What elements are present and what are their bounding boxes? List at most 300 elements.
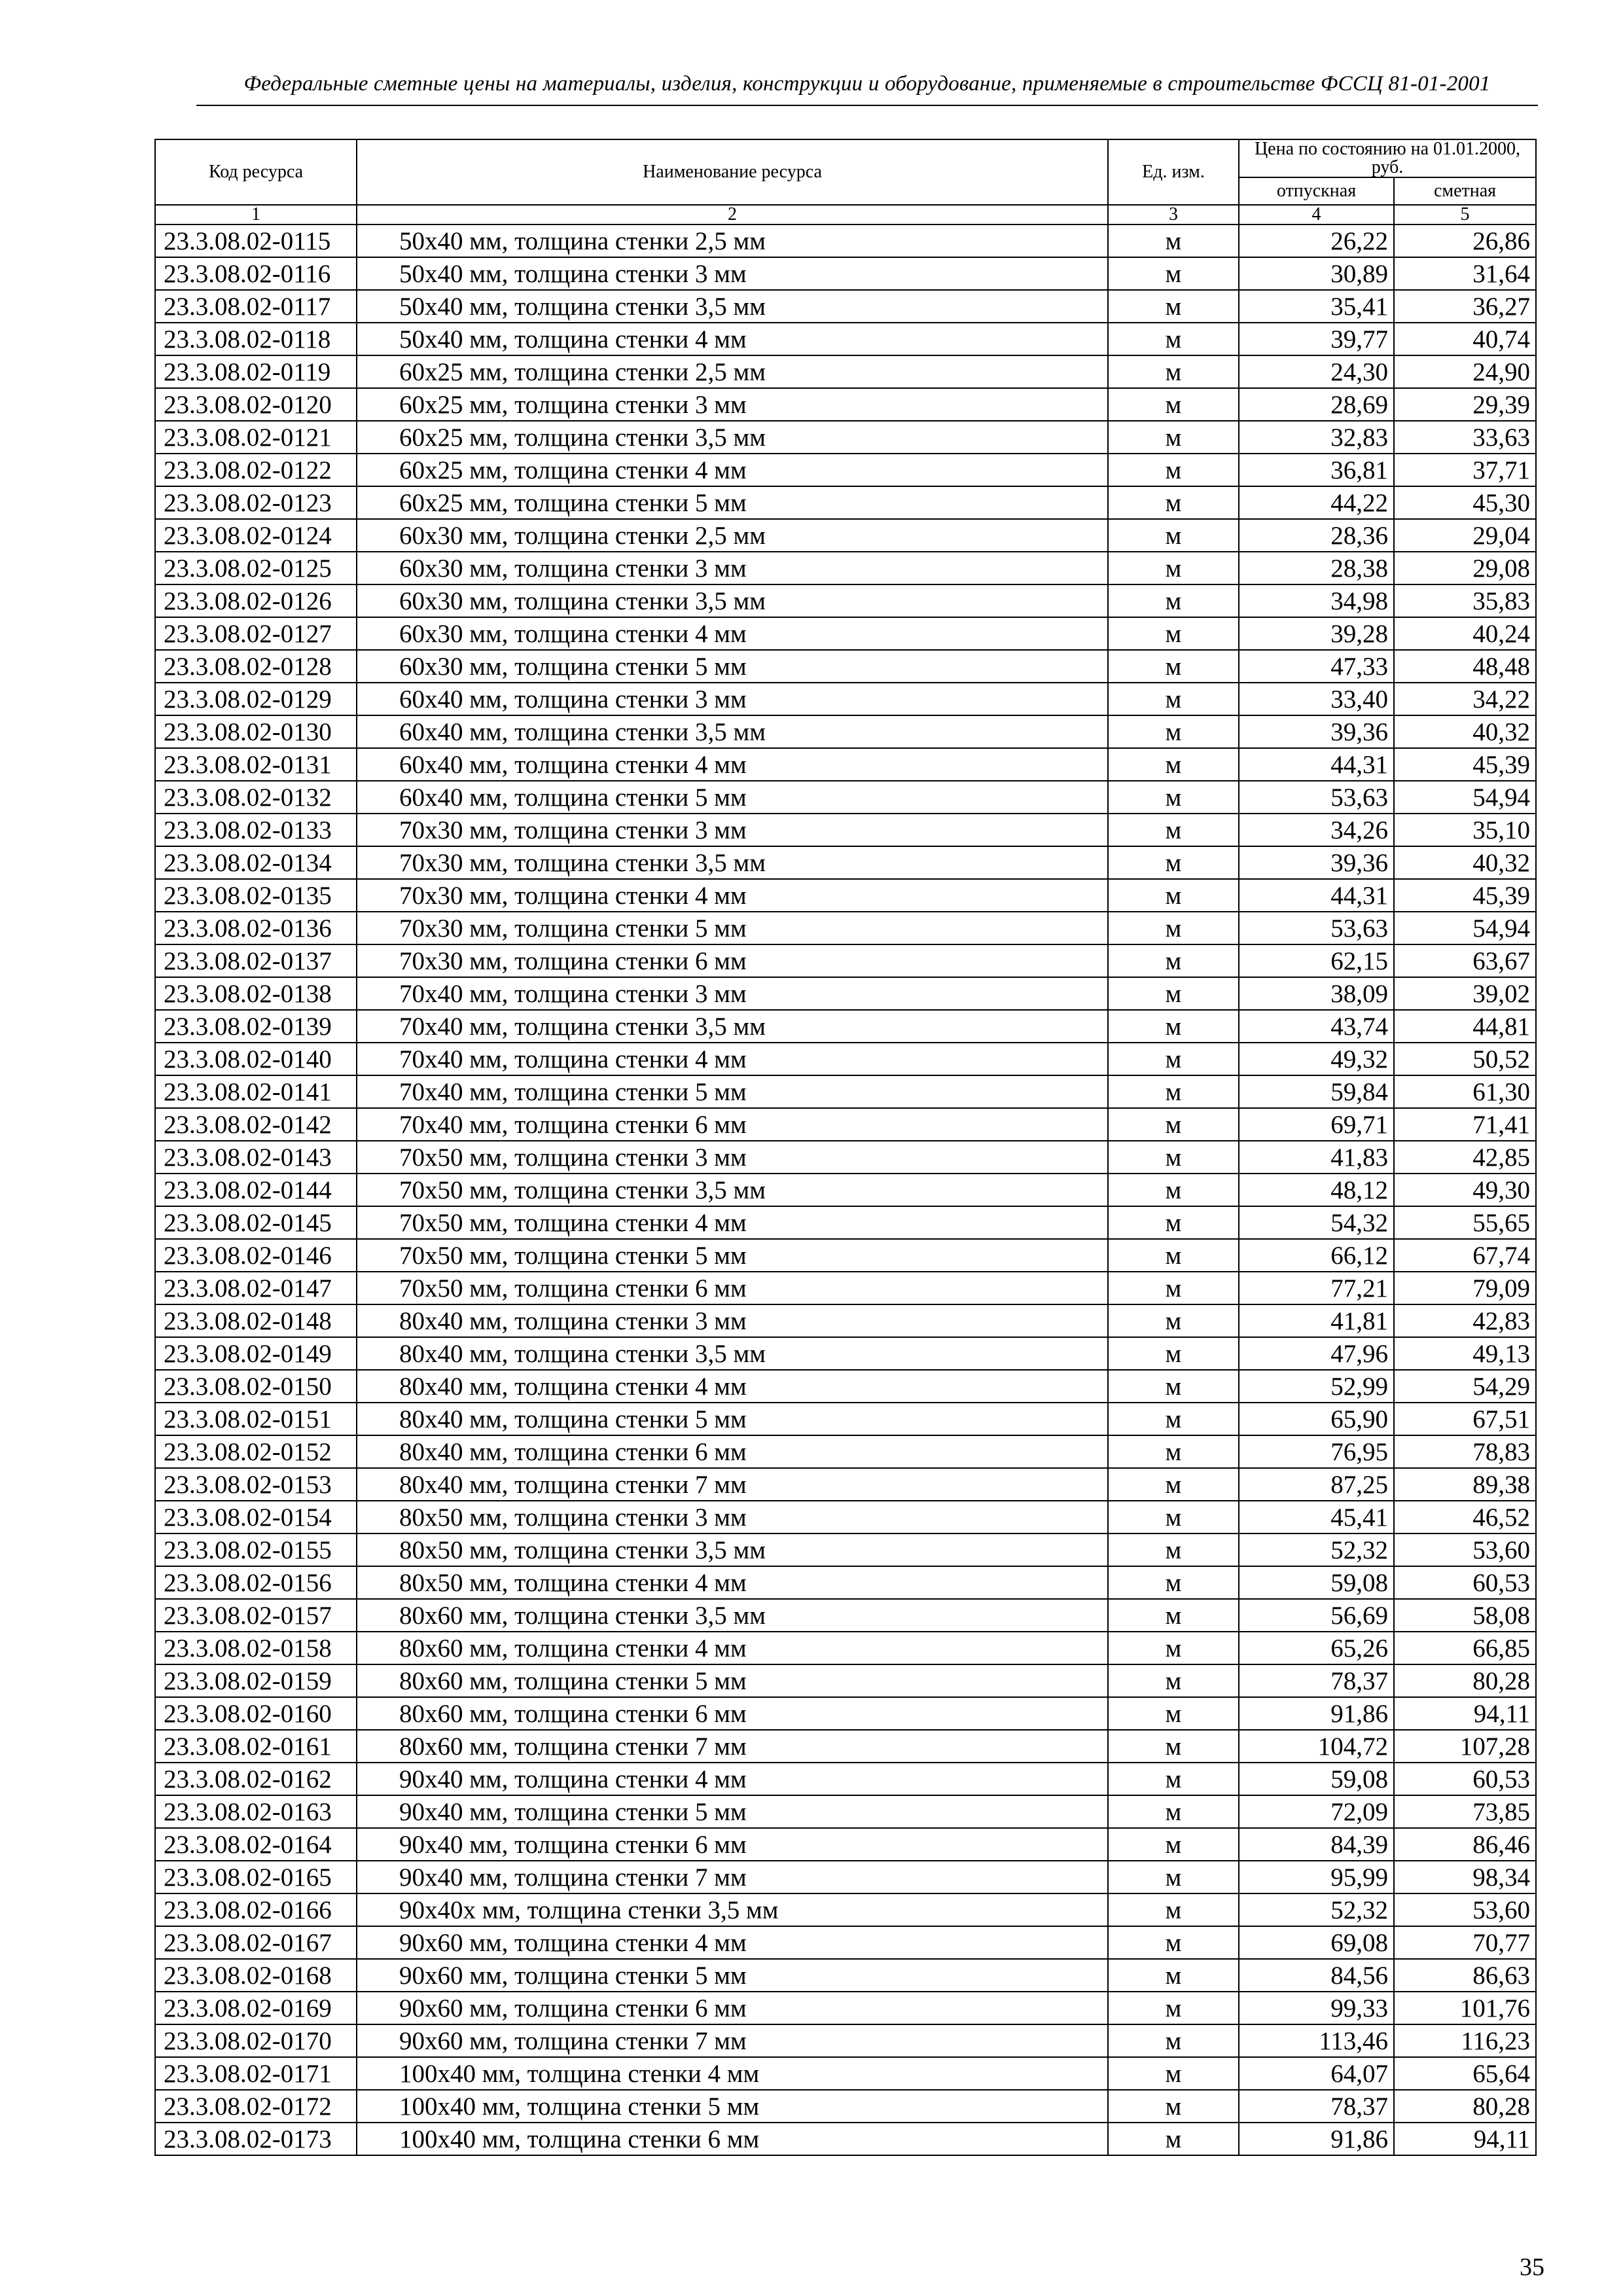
unit: м — [1108, 617, 1239, 650]
resource-name: 70x30 мм, толщина стенки 6 мм — [357, 944, 1108, 977]
estimate-price: 42,83 — [1394, 1304, 1536, 1337]
estimate-price: 71,41 — [1394, 1108, 1536, 1141]
unit: м — [1108, 1272, 1239, 1304]
table-row — [155, 1043, 1536, 1075]
release-price: 64,07 — [1239, 2057, 1394, 2090]
resource-name: 80x50 мм, толщина стенки 4 мм — [357, 1566, 1108, 1599]
unit: м — [1108, 1959, 1239, 1992]
release-price: 78,37 — [1239, 2090, 1394, 2123]
release-price: 95,99 — [1239, 1861, 1394, 1893]
resource-name: 70x40 мм, толщина стенки 3 мм — [357, 977, 1108, 1010]
table-row — [155, 1010, 1536, 1043]
resource-code: 23.3.08.02-0141 — [155, 1075, 357, 1108]
resource-code: 23.3.08.02-0128 — [155, 650, 357, 683]
release-price: 53,63 — [1239, 912, 1394, 944]
estimate-price: 54,94 — [1394, 912, 1536, 944]
table-row — [155, 290, 1536, 323]
release-price: 84,56 — [1239, 1959, 1394, 1992]
resource-name: 70x30 мм, толщина стенки 3 мм — [357, 814, 1108, 846]
resource-code: 23.3.08.02-0138 — [155, 977, 357, 1010]
resource-name: 90x40x мм, толщина стенки 3,5 мм — [357, 1893, 1108, 1926]
release-price: 34,98 — [1239, 584, 1394, 617]
resource-code: 23.3.08.02-0117 — [155, 290, 357, 323]
estimate-price: 60,53 — [1394, 1566, 1536, 1599]
resource-name: 90x40 мм, толщина стенки 7 мм — [357, 1861, 1108, 1893]
unit: м — [1108, 519, 1239, 552]
table-row — [155, 421, 1536, 454]
release-price: 77,21 — [1239, 1272, 1394, 1304]
table-row — [155, 454, 1536, 486]
estimate-price: 45,39 — [1394, 879, 1536, 912]
resource-name: 50x40 мм, толщина стенки 3 мм — [357, 257, 1108, 290]
release-price: 39,36 — [1239, 846, 1394, 879]
estimate-price: 94,11 — [1394, 1697, 1536, 1730]
release-price: 32,83 — [1239, 421, 1394, 454]
unit: м — [1108, 1926, 1239, 1959]
estimate-price: 80,28 — [1394, 1664, 1536, 1697]
table-row — [155, 584, 1536, 617]
unit: м — [1108, 977, 1239, 1010]
unit: м — [1108, 1632, 1239, 1664]
resource-name: 80x40 мм, толщина стенки 5 мм — [357, 1403, 1108, 1435]
estimate-price: 46,52 — [1394, 1501, 1536, 1534]
estimate-price: 29,39 — [1394, 388, 1536, 421]
release-price: 39,77 — [1239, 323, 1394, 355]
resource-code: 23.3.08.02-0150 — [155, 1370, 357, 1403]
unit: м — [1108, 388, 1239, 421]
estimate-price: 50,52 — [1394, 1043, 1536, 1075]
unit: м — [1108, 1763, 1239, 1795]
resource-name: 80x60 мм, толщина стенки 5 мм — [357, 1664, 1108, 1697]
resource-code: 23.3.08.02-0133 — [155, 814, 357, 846]
resource-name: 90x60 мм, толщина стенки 5 мм — [357, 1959, 1108, 1992]
table-row — [155, 2024, 1536, 2057]
unit: м — [1108, 290, 1239, 323]
estimate-price: 49,13 — [1394, 1337, 1536, 1370]
header-release-price: отпускная — [1239, 177, 1394, 205]
resource-code: 23.3.08.02-0151 — [155, 1403, 357, 1435]
resource-code: 23.3.08.02-0164 — [155, 1828, 357, 1861]
resource-code: 23.3.08.02-0130 — [155, 715, 357, 748]
resource-code: 23.3.08.02-0120 — [155, 388, 357, 421]
release-price: 62,15 — [1239, 944, 1394, 977]
unit: м — [1108, 1174, 1239, 1206]
table-row — [155, 388, 1536, 421]
table-row — [155, 1337, 1536, 1370]
table-row — [155, 1893, 1536, 1926]
resource-code: 23.3.08.02-0127 — [155, 617, 357, 650]
table-row — [155, 519, 1536, 552]
unit: м — [1108, 715, 1239, 748]
table-row — [155, 814, 1536, 846]
resource-code: 23.3.08.02-0162 — [155, 1763, 357, 1795]
estimate-price: 26,86 — [1394, 224, 1536, 257]
table-row — [155, 1566, 1536, 1599]
resource-name: 70x50 мм, толщина стенки 3,5 мм — [357, 1174, 1108, 1206]
release-price: 52,99 — [1239, 1370, 1394, 1403]
estimate-price: 107,28 — [1394, 1730, 1536, 1763]
resource-code: 23.3.08.02-0147 — [155, 1272, 357, 1304]
resource-code: 23.3.08.02-0168 — [155, 1959, 357, 1992]
resource-code: 23.3.08.02-0124 — [155, 519, 357, 552]
release-price: 30,89 — [1239, 257, 1394, 290]
resource-code: 23.3.08.02-0159 — [155, 1664, 357, 1697]
resource-code: 23.3.08.02-0119 — [155, 355, 357, 388]
table-row — [155, 2057, 1536, 2090]
resource-name: 90x40 мм, толщина стенки 4 мм — [357, 1763, 1108, 1795]
release-price: 66,12 — [1239, 1239, 1394, 1272]
header-name: Наименование ресурса — [357, 139, 1108, 205]
resource-code: 23.3.08.02-0146 — [155, 1239, 357, 1272]
unit: м — [1108, 1566, 1239, 1599]
release-price: 34,26 — [1239, 814, 1394, 846]
release-price: 91,86 — [1239, 2123, 1394, 2155]
resource-code: 23.3.08.02-0149 — [155, 1337, 357, 1370]
estimate-price: 31,64 — [1394, 257, 1536, 290]
table-row — [155, 486, 1536, 519]
resource-code: 23.3.08.02-0165 — [155, 1861, 357, 1893]
table-row — [155, 1468, 1536, 1501]
resource-name: 60x30 мм, толщина стенки 5 мм — [357, 650, 1108, 683]
table-row — [155, 1599, 1536, 1632]
table-row — [155, 1861, 1536, 1893]
resource-code: 23.3.08.02-0158 — [155, 1632, 357, 1664]
table-row — [155, 1534, 1536, 1566]
estimate-price: 29,04 — [1394, 519, 1536, 552]
header-rule — [196, 105, 1538, 106]
resource-code: 23.3.08.02-0136 — [155, 912, 357, 944]
unit: м — [1108, 257, 1239, 290]
estimate-price: 35,83 — [1394, 584, 1536, 617]
column-number: 1 — [155, 205, 357, 224]
estimate-price: 39,02 — [1394, 977, 1536, 1010]
unit: м — [1108, 2057, 1239, 2090]
estimate-price: 53,60 — [1394, 1534, 1536, 1566]
unit: м — [1108, 323, 1239, 355]
resource-code: 23.3.08.02-0155 — [155, 1534, 357, 1566]
estimate-price: 86,63 — [1394, 1959, 1536, 1992]
table-row — [155, 1435, 1536, 1468]
table-row — [155, 1272, 1536, 1304]
estimate-price: 24,90 — [1394, 355, 1536, 388]
unit: м — [1108, 1893, 1239, 1926]
resource-name: 90x40 мм, толщина стенки 5 мм — [357, 1795, 1108, 1828]
unit: м — [1108, 748, 1239, 781]
estimate-price: 54,29 — [1394, 1370, 1536, 1403]
resource-name: 50x40 мм, толщина стенки 4 мм — [357, 323, 1108, 355]
estimate-price: 86,46 — [1394, 1828, 1536, 1861]
release-price: 28,36 — [1239, 519, 1394, 552]
unit: м — [1108, 454, 1239, 486]
resource-code: 23.3.08.02-0144 — [155, 1174, 357, 1206]
resource-name: 80x40 мм, толщина стенки 6 мм — [357, 1435, 1108, 1468]
estimate-price: 67,74 — [1394, 1239, 1536, 1272]
table-row — [155, 944, 1536, 977]
resource-code: 23.3.08.02-0123 — [155, 486, 357, 519]
unit: м — [1108, 1795, 1239, 1828]
release-price: 69,08 — [1239, 1926, 1394, 1959]
release-price: 44,22 — [1239, 486, 1394, 519]
release-price: 39,36 — [1239, 715, 1394, 748]
resource-code: 23.3.08.02-0152 — [155, 1435, 357, 1468]
price-table — [154, 139, 1537, 2156]
release-price: 28,69 — [1239, 388, 1394, 421]
unit: м — [1108, 486, 1239, 519]
unit: м — [1108, 1141, 1239, 1174]
table-row — [155, 1730, 1536, 1763]
estimate-price: 54,94 — [1394, 781, 1536, 814]
resource-name: 60x25 мм, толщина стенки 2,5 мм — [357, 355, 1108, 388]
table-row — [155, 2123, 1536, 2155]
unit: м — [1108, 1304, 1239, 1337]
table-row — [155, 1239, 1536, 1272]
resource-code: 23.3.08.02-0143 — [155, 1141, 357, 1174]
unit: м — [1108, 814, 1239, 846]
table-row — [155, 846, 1536, 879]
estimate-price: 45,30 — [1394, 486, 1536, 519]
resource-name: 80x60 мм, толщина стенки 6 мм — [357, 1697, 1108, 1730]
estimate-price: 40,32 — [1394, 715, 1536, 748]
release-price: 72,09 — [1239, 1795, 1394, 1828]
resource-name: 60x40 мм, толщина стенки 4 мм — [357, 748, 1108, 781]
table-row — [155, 552, 1536, 584]
resource-name: 60x40 мм, толщина стенки 3,5 мм — [357, 715, 1108, 748]
unit: м — [1108, 1730, 1239, 1763]
resource-code: 23.3.08.02-0163 — [155, 1795, 357, 1828]
resource-code: 23.3.08.02-0160 — [155, 1697, 357, 1730]
page-number: 35 — [1520, 2253, 1544, 2281]
table-row — [155, 1959, 1536, 1992]
release-price: 84,39 — [1239, 1828, 1394, 1861]
estimate-price: 63,67 — [1394, 944, 1536, 977]
resource-name: 70x50 мм, толщина стенки 5 мм — [357, 1239, 1108, 1272]
release-price: 45,41 — [1239, 1501, 1394, 1534]
release-price: 65,90 — [1239, 1403, 1394, 1435]
resource-code: 23.3.08.02-0116 — [155, 257, 357, 290]
release-price: 69,71 — [1239, 1108, 1394, 1141]
table-row — [155, 715, 1536, 748]
table-row — [155, 1795, 1536, 1828]
unit: м — [1108, 355, 1239, 388]
estimate-price: 40,24 — [1394, 617, 1536, 650]
release-price: 87,25 — [1239, 1468, 1394, 1501]
resource-name: 90x60 мм, толщина стенки 6 мм — [357, 1992, 1108, 2024]
resource-name: 90x60 мм, толщина стенки 4 мм — [357, 1926, 1108, 1959]
unit: м — [1108, 2090, 1239, 2123]
unit: м — [1108, 683, 1239, 715]
table-row — [155, 650, 1536, 683]
table-row — [155, 617, 1536, 650]
unit: м — [1108, 224, 1239, 257]
table-row — [155, 1697, 1536, 1730]
release-price: 44,31 — [1239, 748, 1394, 781]
price-table-body — [155, 224, 1536, 2155]
release-price: 59,08 — [1239, 1566, 1394, 1599]
unit: м — [1108, 912, 1239, 944]
table-row — [155, 1992, 1536, 2024]
resource-name: 70x50 мм, толщина стенки 4 мм — [357, 1206, 1108, 1239]
release-price: 36,81 — [1239, 454, 1394, 486]
release-price: 33,40 — [1239, 683, 1394, 715]
resource-name: 70x50 мм, толщина стенки 3 мм — [357, 1141, 1108, 1174]
unit: м — [1108, 2123, 1239, 2155]
resource-name: 80x60 мм, толщина стенки 7 мм — [357, 1730, 1108, 1763]
release-price: 52,32 — [1239, 1534, 1394, 1566]
resource-name: 70x40 мм, толщина стенки 4 мм — [357, 1043, 1108, 1075]
resource-name: 60x25 мм, толщина стенки 3 мм — [357, 388, 1108, 421]
estimate-price: 70,77 — [1394, 1926, 1536, 1959]
release-price: 24,30 — [1239, 355, 1394, 388]
estimate-price: 40,74 — [1394, 323, 1536, 355]
resource-code: 23.3.08.02-0148 — [155, 1304, 357, 1337]
resource-name: 90x60 мм, толщина стенки 7 мм — [357, 2024, 1108, 2057]
resource-code: 23.3.08.02-0153 — [155, 1468, 357, 1501]
resource-code: 23.3.08.02-0122 — [155, 454, 357, 486]
resource-name: 80x60 мм, толщина стенки 3,5 мм — [357, 1599, 1108, 1632]
table-row — [155, 912, 1536, 944]
resource-code: 23.3.08.02-0173 — [155, 2123, 357, 2155]
unit: м — [1108, 1664, 1239, 1697]
resource-code: 23.3.08.02-0154 — [155, 1501, 357, 1534]
unit: м — [1108, 1337, 1239, 1370]
unit: м — [1108, 1697, 1239, 1730]
unit: м — [1108, 1435, 1239, 1468]
resource-name: 70x40 мм, толщина стенки 6 мм — [357, 1108, 1108, 1141]
release-price: 49,32 — [1239, 1043, 1394, 1075]
resource-code: 23.3.08.02-0142 — [155, 1108, 357, 1141]
resource-code: 23.3.08.02-0157 — [155, 1599, 357, 1632]
table-row — [155, 323, 1536, 355]
release-price: 76,95 — [1239, 1435, 1394, 1468]
table-row — [155, 257, 1536, 290]
resource-name: 100x40 мм, толщина стенки 4 мм — [357, 2057, 1108, 2090]
resource-name: 80x40 мм, толщина стенки 4 мм — [357, 1370, 1108, 1403]
unit: м — [1108, 1108, 1239, 1141]
table-row — [155, 977, 1536, 1010]
table-row — [155, 1664, 1536, 1697]
estimate-price: 61,30 — [1394, 1075, 1536, 1108]
resource-name: 60x40 мм, толщина стенки 3 мм — [357, 683, 1108, 715]
estimate-price: 65,64 — [1394, 2057, 1536, 2090]
resource-code: 23.3.08.02-0172 — [155, 2090, 357, 2123]
release-price: 48,12 — [1239, 1174, 1394, 1206]
table-row — [155, 1632, 1536, 1664]
estimate-price: 33,63 — [1394, 421, 1536, 454]
release-price: 26,22 — [1239, 224, 1394, 257]
unit: м — [1108, 1403, 1239, 1435]
estimate-price: 98,34 — [1394, 1861, 1536, 1893]
resource-code: 23.3.08.02-0161 — [155, 1730, 357, 1763]
estimate-price: 73,85 — [1394, 1795, 1536, 1828]
release-price: 47,33 — [1239, 650, 1394, 683]
release-price: 41,83 — [1239, 1141, 1394, 1174]
release-price: 35,41 — [1239, 290, 1394, 323]
table-row — [155, 1304, 1536, 1337]
table-row — [155, 1403, 1536, 1435]
estimate-price: 35,10 — [1394, 814, 1536, 846]
unit: м — [1108, 1599, 1239, 1632]
resource-code: 23.3.08.02-0129 — [155, 683, 357, 715]
table-row — [155, 1108, 1536, 1141]
release-price: 52,32 — [1239, 1893, 1394, 1926]
table-row — [155, 1828, 1536, 1861]
table-row — [155, 1206, 1536, 1239]
resource-name: 70x30 мм, толщина стенки 4 мм — [357, 879, 1108, 912]
resource-name: 70x30 мм, толщина стенки 5 мм — [357, 912, 1108, 944]
header-code: Код ресурса — [155, 139, 357, 205]
estimate-price: 36,27 — [1394, 290, 1536, 323]
table-row — [155, 748, 1536, 781]
unit: м — [1108, 1861, 1239, 1893]
unit: м — [1108, 1370, 1239, 1403]
release-price: 59,08 — [1239, 1763, 1394, 1795]
table-row — [155, 2090, 1536, 2123]
unit: м — [1108, 1075, 1239, 1108]
resource-name: 80x50 мм, толщина стенки 3,5 мм — [357, 1534, 1108, 1566]
estimate-price: 116,23 — [1394, 2024, 1536, 2057]
column-number: 2 — [357, 205, 1108, 224]
release-price: 65,26 — [1239, 1632, 1394, 1664]
resource-code: 23.3.08.02-0140 — [155, 1043, 357, 1075]
resource-code: 23.3.08.02-0115 — [155, 224, 357, 257]
unit: м — [1108, 1206, 1239, 1239]
resource-name: 70x40 мм, толщина стенки 5 мм — [357, 1075, 1108, 1108]
running-head: Федеральные сметные цены на материалы, изделия, конструкции и оборудование, применяемые в строительстве ФССЦ 81-01-2001 — [243, 72, 1491, 96]
table-row — [155, 1075, 1536, 1108]
estimate-price: 60,53 — [1394, 1763, 1536, 1795]
resource-code: 23.3.08.02-0139 — [155, 1010, 357, 1043]
unit: м — [1108, 944, 1239, 977]
table-row — [155, 1926, 1536, 1959]
release-price: 39,28 — [1239, 617, 1394, 650]
resource-code: 23.3.08.02-0121 — [155, 421, 357, 454]
unit: м — [1108, 1468, 1239, 1501]
unit: м — [1108, 1534, 1239, 1566]
estimate-price: 53,60 — [1394, 1893, 1536, 1926]
unit: м — [1108, 421, 1239, 454]
resource-name: 70x50 мм, толщина стенки 6 мм — [357, 1272, 1108, 1304]
estimate-price: 45,39 — [1394, 748, 1536, 781]
release-price: 99,33 — [1239, 1992, 1394, 2024]
release-price: 28,38 — [1239, 552, 1394, 584]
table-row — [155, 1763, 1536, 1795]
estimate-price: 44,81 — [1394, 1010, 1536, 1043]
release-price: 78,37 — [1239, 1664, 1394, 1697]
release-price: 47,96 — [1239, 1337, 1394, 1370]
resource-name: 90x40 мм, толщина стенки 6 мм — [357, 1828, 1108, 1861]
estimate-price: 49,30 — [1394, 1174, 1536, 1206]
unit: м — [1108, 1828, 1239, 1861]
table-row — [155, 1501, 1536, 1534]
estimate-price: 40,32 — [1394, 846, 1536, 879]
estimate-price: 79,09 — [1394, 1272, 1536, 1304]
resource-name: 60x30 мм, толщина стенки 2,5 мм — [357, 519, 1108, 552]
estimate-price: 29,08 — [1394, 552, 1536, 584]
resource-code: 23.3.08.02-0171 — [155, 2057, 357, 2090]
resource-name: 70x40 мм, толщина стенки 3,5 мм — [357, 1010, 1108, 1043]
resource-code: 23.3.08.02-0132 — [155, 781, 357, 814]
estimate-price: 94,11 — [1394, 2123, 1536, 2155]
estimate-price: 67,51 — [1394, 1403, 1536, 1435]
release-price: 44,31 — [1239, 879, 1394, 912]
resource-name: 100x40 мм, толщина стенки 5 мм — [357, 2090, 1108, 2123]
release-price: 104,72 — [1239, 1730, 1394, 1763]
unit: м — [1108, 781, 1239, 814]
resource-name: 60x30 мм, толщина стенки 3,5 мм — [357, 584, 1108, 617]
resource-code: 23.3.08.02-0125 — [155, 552, 357, 584]
estimate-price: 42,85 — [1394, 1141, 1536, 1174]
unit: м — [1108, 1239, 1239, 1272]
